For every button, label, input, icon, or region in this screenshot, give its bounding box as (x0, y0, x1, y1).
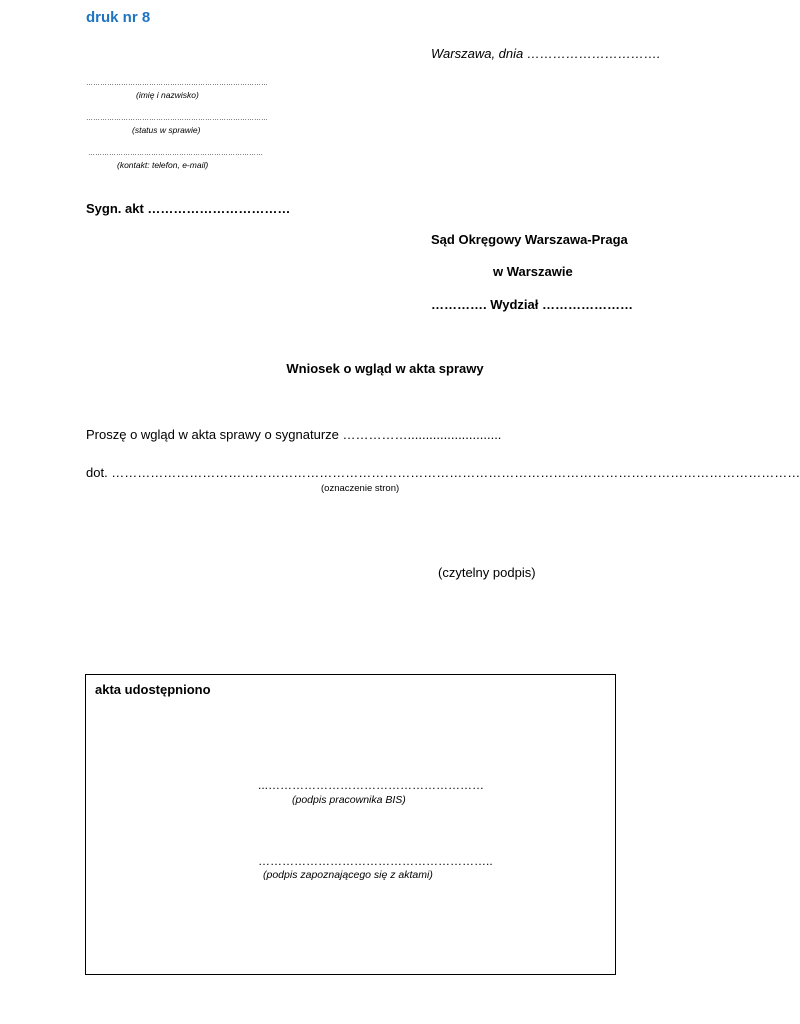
request-line: Proszę o wgląd w akta sprawy o sygnaturze …………….......................... (86, 427, 502, 442)
court-name: Sąd Okręgowy Warszawa-Praga (431, 232, 628, 247)
access-confirmation-box (85, 674, 616, 975)
name-dots: …………………………………………………………………… (86, 80, 268, 87)
status-caption: (status w sprawie) (132, 125, 201, 135)
legible-signature-label: (czytelny podpis) (438, 565, 536, 580)
staff-signature-dots: ...……………………………………………… (258, 778, 485, 792)
reader-signature-dots: ………………………………………………….. (258, 854, 493, 868)
status-dots: …………………………………………………………………… (86, 115, 268, 122)
reader-signature-caption: (podpis zapoznającego się z aktami) (263, 869, 433, 881)
parties-caption: (oznaczenie stron) (321, 483, 400, 494)
contact-dots: ………………………………………………………………… (88, 150, 263, 157)
court-division: …………. Wydział ………………… (431, 297, 633, 312)
court-city: w Warszawie (493, 264, 573, 279)
contact-caption: (kontakt: telefon, e-mail) (117, 160, 209, 170)
staff-signature-caption: (podpis pracownika BIS) (292, 794, 406, 806)
parties-line: dot. …………………………………………………………………………………………………………………………………………… (86, 465, 800, 480)
case-number: Sygn. akt …………………………… (86, 201, 291, 216)
document-title: Wniosek o wgląd w akta sprawy (286, 361, 484, 376)
place-date-line: Warszawa, dnia …………………………. (431, 46, 661, 61)
box-title: akta udostępniono (95, 682, 211, 697)
document-label: druk nr 8 (86, 9, 151, 26)
name-caption: (imię i nazwisko) (136, 90, 199, 100)
